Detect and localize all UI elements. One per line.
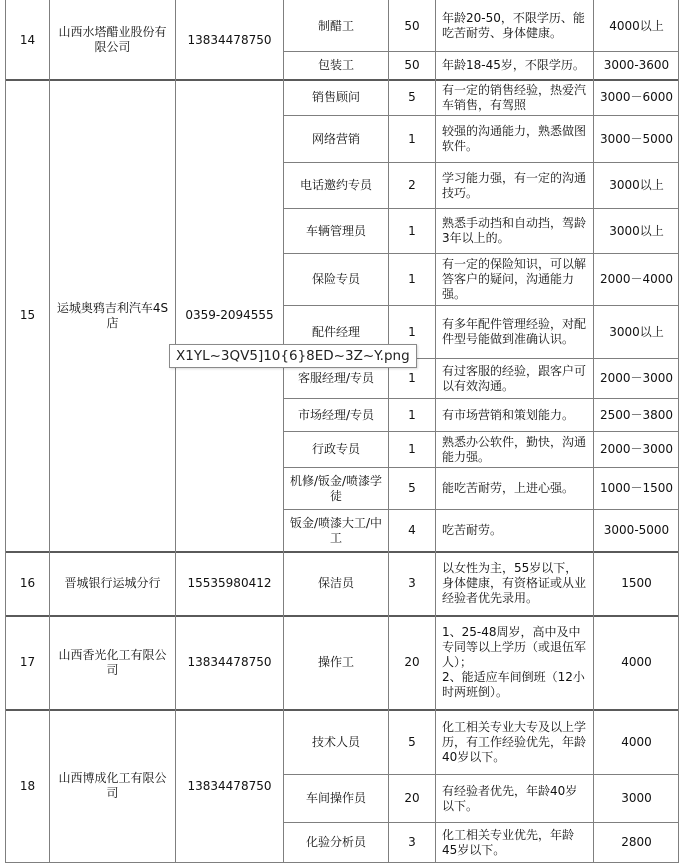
company-name: 山西博成化工有限公司 bbox=[58, 771, 167, 800]
job-count: 5 bbox=[408, 481, 416, 495]
filename-tooltip: X1YL~3QV5]10{6}8ED~3Z~Y.png bbox=[169, 344, 417, 368]
grid-line bbox=[175, 0, 176, 862]
job-position: 车辆管理员 bbox=[305, 223, 366, 238]
job-count: 3 bbox=[408, 576, 416, 590]
grid-line bbox=[283, 774, 679, 775]
job-salary: 3000以上 bbox=[609, 223, 664, 238]
job-salary: 3000－6000 bbox=[599, 90, 674, 104]
job-requirement: 有经验者优先，年龄40岁以下。 bbox=[442, 783, 578, 813]
job-count: 20 bbox=[404, 655, 420, 669]
job-count: 4 bbox=[408, 523, 416, 537]
company-number: 16 bbox=[19, 576, 36, 590]
company-phone: 13834478750 bbox=[187, 778, 272, 793]
company-number: 15 bbox=[19, 308, 36, 322]
job-position: 网络营销 bbox=[311, 131, 360, 146]
job-salary: 3000 bbox=[621, 791, 652, 805]
job-salary: 4000以上 bbox=[609, 18, 664, 33]
job-position: 包装工 bbox=[317, 58, 354, 72]
job-requirement: 化工相关专业优先，年龄45岁以下。 bbox=[442, 827, 575, 857]
job-position: 制醋工 bbox=[317, 18, 354, 33]
job-count: 50 bbox=[404, 18, 420, 33]
grid-line bbox=[5, 862, 679, 863]
job-salary: 4000 bbox=[621, 655, 652, 669]
job-position: 保险专员 bbox=[311, 272, 360, 286]
grid-line bbox=[283, 398, 679, 399]
job-requirement: 熟悉手动挡和自动挡，驾龄3年以上的。 bbox=[442, 216, 587, 245]
job-salary: 1000－1500 bbox=[599, 481, 674, 495]
job-requirement: 以女性为主，55岁以下，身体健康，有资格证或从业经验者优先录用。 bbox=[442, 561, 587, 605]
job-requirement: 有市场营销和策划能力。 bbox=[442, 407, 575, 422]
job-count: 1 bbox=[408, 324, 416, 339]
job-requirement: 有一定的保险知识，可以解答客户的疑问，沟通能力强。 bbox=[442, 257, 587, 301]
job-requirement: 熟悉办公软件，勤快，沟通能力强。 bbox=[442, 434, 587, 464]
grid-line bbox=[283, 431, 679, 432]
job-requirement: 能吃苦耐劳，上进心强。 bbox=[442, 481, 575, 495]
job-salary: 3000-3600 bbox=[603, 58, 670, 72]
job-position: 电话邀约专员 bbox=[299, 178, 372, 192]
job-position: 操作工 bbox=[317, 655, 354, 669]
job-requirement: 化工相关专业大专及以上学历，有工作经验优先，年龄40岁以下。 bbox=[442, 719, 587, 764]
grid-line bbox=[5, 709, 679, 711]
job-salary: 2000－4000 bbox=[599, 272, 674, 286]
grid-line bbox=[388, 0, 389, 862]
job-position: 市场经理/专员 bbox=[297, 407, 375, 422]
job-position: 客服经理/专员 bbox=[297, 371, 375, 385]
company-number: 18 bbox=[19, 778, 36, 793]
grid-line bbox=[283, 208, 679, 209]
job-count: 5 bbox=[408, 90, 416, 104]
grid-line bbox=[283, 162, 679, 163]
job-salary: 3000以上 bbox=[609, 324, 664, 339]
job-position: 机修/钣金/喷漆学徒 bbox=[289, 473, 383, 503]
job-salary: 2800 bbox=[621, 835, 652, 849]
job-requirement: 较强的沟通能力，熟悉做图软件。 bbox=[442, 124, 587, 153]
job-position: 技术人员 bbox=[311, 734, 360, 749]
grid-line bbox=[5, 79, 679, 81]
job-position: 化验分析员 bbox=[305, 835, 366, 849]
job-salary: 2000－3000 bbox=[599, 442, 674, 456]
job-requirement: 有过客服的经验，跟客户可以有效沟通。 bbox=[442, 363, 587, 393]
grid-line bbox=[5, 0, 6, 862]
job-count: 20 bbox=[404, 791, 420, 805]
grid-line bbox=[49, 0, 50, 862]
job-requirement: 年龄20-50，不限学历、能吃苦耐劳、身体健康。 bbox=[442, 11, 585, 40]
job-position: 车间操作员 bbox=[305, 791, 366, 805]
grid-line bbox=[283, 822, 679, 823]
company-phone: 13834478750 bbox=[187, 32, 272, 47]
job-requirement: 1、25-48周岁，高中及中专同等以上学历（或退伍军人）； 2、能适应车间倒班（12小时两班倒）。 bbox=[442, 625, 587, 699]
company-phone: 15535980412 bbox=[187, 576, 272, 590]
job-count: 1 bbox=[408, 131, 416, 146]
job-position: 钣金/喷漆大工/中工 bbox=[289, 515, 383, 545]
job-requirement: 有一定的销售经验，热爱汽车销售，有驾照 bbox=[442, 82, 587, 112]
grid-line bbox=[283, 305, 679, 306]
job-requirement: 有多年配件管理经验，对配件型号能做到准确认识。 bbox=[442, 317, 587, 346]
company-name: 山西香光化工有限公司 bbox=[58, 647, 167, 677]
job-count: 1 bbox=[408, 223, 416, 238]
grid-line bbox=[283, 115, 679, 116]
grid-line bbox=[283, 253, 679, 254]
job-requirement: 年龄18-45岁，不限学历。 bbox=[442, 58, 585, 72]
grid-line bbox=[283, 467, 679, 468]
company-number: 14 bbox=[19, 32, 36, 47]
job-position: 保洁员 bbox=[317, 576, 354, 590]
job-requirement: 学习能力强，有一定的沟通技巧。 bbox=[442, 170, 587, 200]
job-position: 行政专员 bbox=[311, 442, 360, 456]
grid-line bbox=[283, 51, 679, 52]
job-count: 1 bbox=[408, 272, 416, 286]
job-count: 5 bbox=[408, 734, 416, 749]
job-count: 1 bbox=[408, 442, 416, 456]
job-position: 销售顾问 bbox=[311, 90, 360, 104]
job-salary: 1500 bbox=[621, 576, 652, 590]
grid-line bbox=[593, 0, 594, 862]
company-phone: 0359-2094555 bbox=[185, 308, 274, 322]
company-name: 山西水塔醋业股份有限公司 bbox=[58, 25, 167, 54]
job-salary: 2000－3000 bbox=[599, 371, 674, 385]
job-position: 配件经理 bbox=[311, 324, 360, 339]
job-count: 2 bbox=[408, 178, 416, 192]
grid-line bbox=[283, 0, 284, 862]
job-salary: 2500－3800 bbox=[599, 407, 674, 422]
company-name: 晋城银行运城分行 bbox=[64, 576, 161, 590]
job-salary: 4000 bbox=[621, 734, 652, 749]
job-salary: 3000以上 bbox=[609, 178, 664, 192]
job-count: 50 bbox=[404, 58, 420, 72]
company-phone: 13834478750 bbox=[187, 655, 272, 669]
job-salary: 3000-5000 bbox=[603, 523, 670, 537]
grid-line bbox=[283, 509, 679, 510]
job-count: 3 bbox=[408, 835, 416, 849]
company-number: 17 bbox=[19, 655, 36, 669]
company-name: 运城奥鸦吉利汽车4S店 bbox=[56, 300, 169, 330]
grid-line bbox=[5, 551, 679, 553]
job-count: 1 bbox=[408, 407, 416, 422]
job-requirement: 吃苦耐劳。 bbox=[442, 523, 503, 537]
job-salary: 3000－5000 bbox=[599, 131, 674, 146]
grid-line bbox=[5, 615, 679, 617]
grid-line bbox=[435, 0, 436, 862]
job-count: 1 bbox=[408, 371, 416, 385]
